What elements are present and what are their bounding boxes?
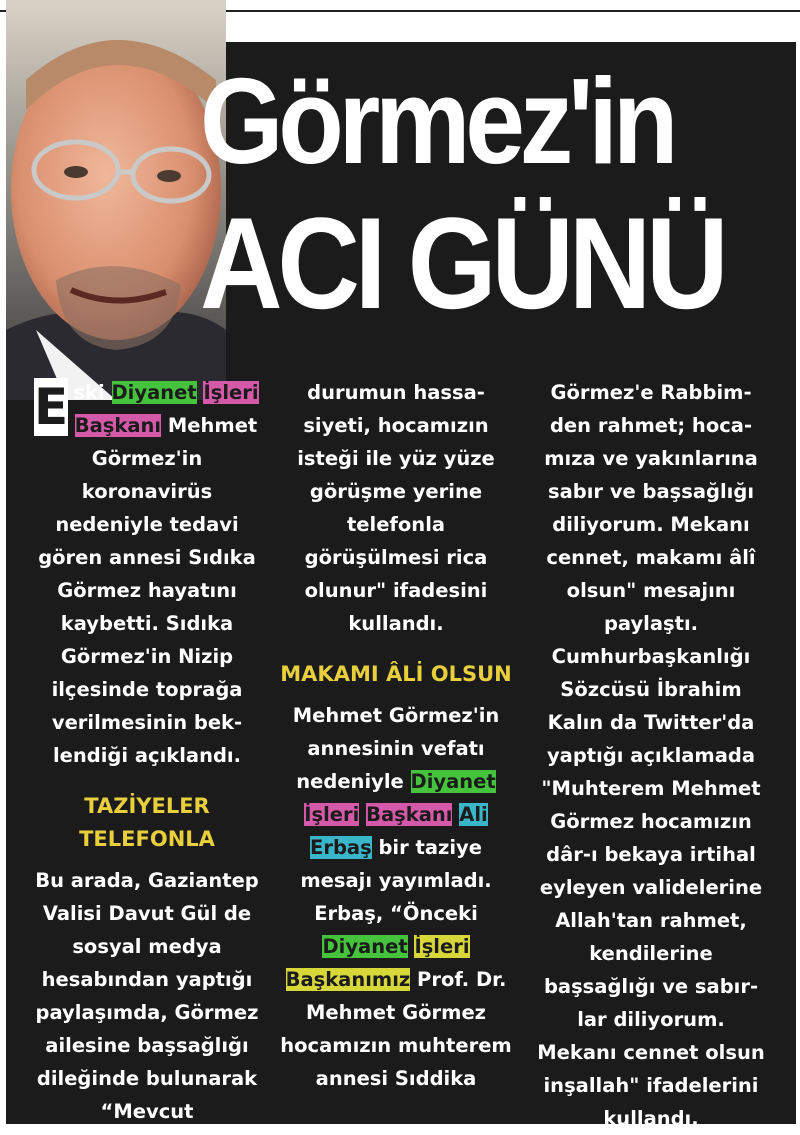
subhead-makami: MAKAMI ÂLİ OLSUN	[280, 662, 512, 686]
subhead-taziyeler: TAZİYELER TELEFONLA	[79, 794, 215, 851]
portrait-photo	[6, 0, 226, 400]
drop-cap: E	[34, 378, 69, 436]
highlight-diyanet-2: Diyanet	[322, 935, 408, 958]
highlight-ali: Ali	[459, 803, 488, 826]
headline-line-1: Görmez'in	[200, 53, 674, 189]
para-text: Mehmet Görmez'in annesinin vefatı nedeniyle	[292, 704, 500, 793]
column-2	[280, 376, 512, 1095]
column-3	[536, 376, 766, 1135]
portrait-illustration	[6, 0, 226, 400]
highlight-erbas: Erbaş	[310, 836, 372, 859]
highlight-baskanimiz: Başkanımız	[285, 968, 411, 991]
intro-text: ski	[73, 381, 112, 404]
highlight-diyanet: Diyanet	[111, 381, 197, 404]
column-3-para-1: Görmez'e Rabbimden rahmet; hocamıza ve yakınlarına sabır ve başsağlığı diliyorum. Mekanı cennet, makamı âlî olsun" mesajını paylaştı.	[544, 381, 758, 635]
highlight-isleri-2: İşleri	[414, 935, 470, 958]
headline-line-2: ACI GÜNÜ	[200, 190, 724, 336]
highlight-baskani: Başkanı	[74, 414, 162, 437]
column-2-para-2	[280, 699, 512, 1095]
highlight-isleri: İşleri	[304, 803, 360, 826]
column-3-para-2: Cumhurbaşkanlığı Sözcüsü İbrahim Kalın da Twitter'da yaptığı açıklamada "Muhterem Mehmet Görmez hocamızın dâr-ı bekaya irtihal eyleyen validelerine Allah'tan rahmet, kendilerine başsağlığı ve sabırlar diliyorum. Mekanı cennet olsun inşallah" ifadelerini kullandı.	[537, 645, 765, 1130]
column-1-intro	[34, 376, 260, 772]
headline	[200, 53, 724, 336]
intro-rest: Mehmet Görmez'in koronavirüs nedeniyle tedavi gören annesi Sıdıka Görmez hayatını kaybetti. Sıdıka Görmez'in Nizip ilçesinde toprağa verilmesinin beklendiği açıklandı.	[38, 414, 258, 767]
column-1-para-2: Bu arada, Gaziantep Valisi Davut Gül de sosyal medya hesabından yaptığı paylaşımda, Görmez ailesine başsağlığı dileğinde bulunarak “Mevcut	[35, 869, 259, 1123]
highlight-diyanet: Diyanet	[410, 770, 496, 793]
para-text: Prof. Dr. Mehmet Görmez hocamızın muhterem annesi Sıddika	[280, 968, 512, 1090]
para-text: bir taziye mesajı yayımladı. Erbaş, “Önceki	[300, 836, 492, 925]
column-2-para-1: durumun hassasiyeti, hocamızın isteği ile yüz yüze görüşme yerine telefonla görüşülmesi rica olunur" ifadesini kullandı.	[297, 381, 495, 635]
highlight-isleri: İşleri	[203, 381, 259, 404]
highlight-baskani: Başkanı	[366, 803, 453, 826]
column-1	[34, 376, 260, 1128]
